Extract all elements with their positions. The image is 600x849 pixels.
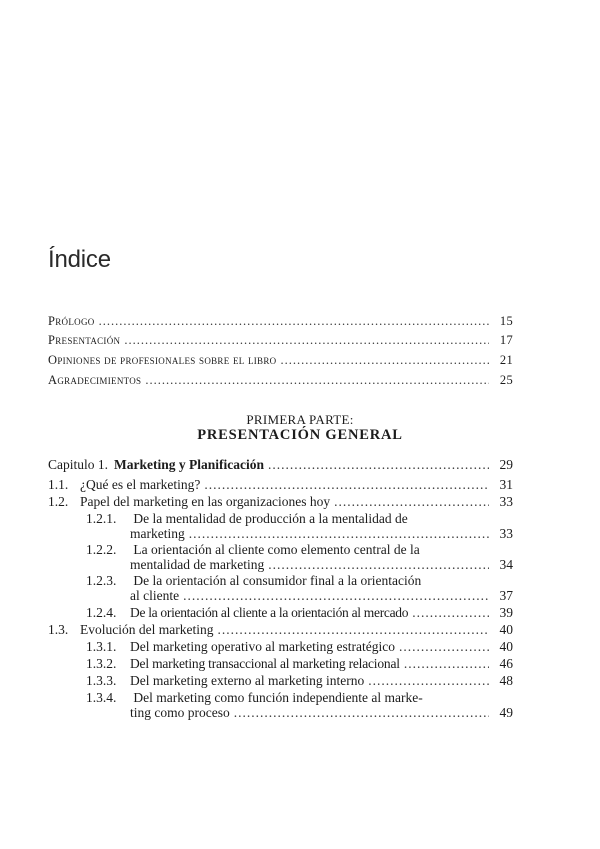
- toc-entry-page: 46: [499, 656, 513, 671]
- section-title-line2: mentalidad de marketing: [130, 557, 265, 572]
- section-title: ¿Qué es el marketing?: [80, 477, 201, 492]
- dot-leader: [145, 371, 489, 389]
- page-title: Índice: [48, 246, 111, 273]
- dot-leader: [412, 604, 489, 622]
- section-title-line1: Del marketing como función independiente al marke-: [133, 690, 423, 705]
- toc-entry-1-1[interactable]: [48, 476, 513, 494]
- section-title-line1: La orientación al cliente como elemento central de la: [133, 542, 420, 557]
- section-number: 1.2.3.: [86, 573, 117, 588]
- toc-entry-presentacion[interactable]: [48, 331, 513, 349]
- section-title: De la orientación al cliente a la orientación al mercado: [130, 605, 409, 620]
- section-number: 1.3.: [48, 622, 69, 637]
- toc-entry-label: Presentación: [48, 333, 121, 347]
- toc-entry-page: 40: [499, 622, 513, 637]
- toc-entry-page: 21: [499, 353, 513, 367]
- toc-entry-page: 33: [499, 494, 513, 509]
- toc-entry-page: 31: [499, 477, 513, 492]
- toc-entry-label: Agradecimientos: [48, 373, 142, 387]
- dot-leader: [183, 587, 489, 605]
- toc-entry-page: 15: [499, 314, 513, 328]
- dot-leader: [404, 655, 489, 673]
- toc-entry-page: 37: [499, 588, 513, 603]
- toc-entry-1-2[interactable]: [48, 493, 513, 511]
- section-title: Del marketing transaccional al marketing relacional: [130, 656, 400, 671]
- section-number: 1.2.1.: [86, 511, 117, 526]
- dot-leader: [280, 351, 489, 369]
- chapter-prefix: Capitulo 1.: [48, 457, 108, 472]
- toc-entry-page: 48: [499, 673, 513, 688]
- section-title: Papel del marketing en las organizaciones hoy: [80, 494, 331, 509]
- section-number: 1.2.2.: [86, 542, 117, 557]
- section-number: 1.3.1.: [86, 639, 117, 654]
- toc-entry-1-3[interactable]: [48, 621, 513, 639]
- toc-entry-1-3-4-line2[interactable]: [130, 704, 513, 722]
- section-number: 1.3.3.: [86, 673, 117, 688]
- toc-entry-1-3-1[interactable]: [86, 638, 513, 656]
- toc-entry-page: 49: [499, 705, 513, 720]
- toc-entry-1-3-2[interactable]: [86, 655, 513, 673]
- toc-entry-1-2-4[interactable]: [86, 604, 513, 622]
- section-title: Evolución del marketing: [80, 622, 214, 637]
- section-number: 1.2.4.: [86, 605, 117, 620]
- toc-entry-page: 34: [499, 557, 513, 572]
- section-number: 1.2.: [48, 494, 69, 509]
- toc-entry-1-2-3-line2[interactable]: [130, 587, 513, 605]
- toc-entry-page: 40: [499, 639, 513, 654]
- dot-leader: [204, 476, 489, 494]
- toc-entry-prologo[interactable]: [48, 312, 513, 330]
- dot-leader: [399, 638, 489, 656]
- toc-entry-page: 25: [499, 373, 513, 387]
- dot-leader: [268, 456, 489, 474]
- toc-entry-chapter-1[interactable]: [48, 456, 513, 474]
- dot-leader: [217, 621, 489, 639]
- toc-entry-label: Prólogo: [48, 314, 95, 328]
- section-title-line2: ting como proceso: [130, 705, 230, 720]
- section-title-line1: De la orientación al consumidor final a la orientación: [133, 573, 422, 588]
- section-title: Del marketing operativo al marketing estratégico: [130, 639, 396, 654]
- dot-leader: [334, 493, 489, 511]
- section-title: Del marketing externo al marketing interno: [130, 673, 365, 688]
- toc-entry-page: 29: [499, 457, 513, 472]
- toc-entry-opiniones[interactable]: [48, 351, 513, 369]
- toc-entry-page: 39: [499, 605, 513, 620]
- dot-leader: [368, 672, 489, 690]
- toc-entry-label: Opiniones de profesionales sobre el libro: [48, 353, 277, 367]
- dot-leader: [99, 312, 489, 330]
- part-label: PRIMERA PARTE:: [246, 412, 354, 427]
- part-title: PRESENTACIÓN GENERAL: [197, 427, 403, 443]
- dot-leader: [124, 331, 489, 349]
- section-title-line2: marketing: [130, 526, 185, 541]
- section-title-line1: De la mentalidad de producción a la mentalidad de: [133, 511, 408, 526]
- section-number: 1.3.2.: [86, 656, 117, 671]
- section-title-line2: al cliente: [130, 588, 180, 603]
- toc-entry-1-3-3[interactable]: [86, 672, 513, 690]
- toc-entry-page: 33: [499, 526, 513, 541]
- dot-leader: [234, 704, 489, 722]
- toc-entry-agradecimientos[interactable]: [48, 371, 513, 389]
- section-number: 1.3.4.: [86, 690, 117, 705]
- section-number: 1.1.: [48, 477, 69, 492]
- chapter-title: Marketing y Planificación: [114, 457, 264, 472]
- toc-entry-page: 17: [499, 333, 513, 347]
